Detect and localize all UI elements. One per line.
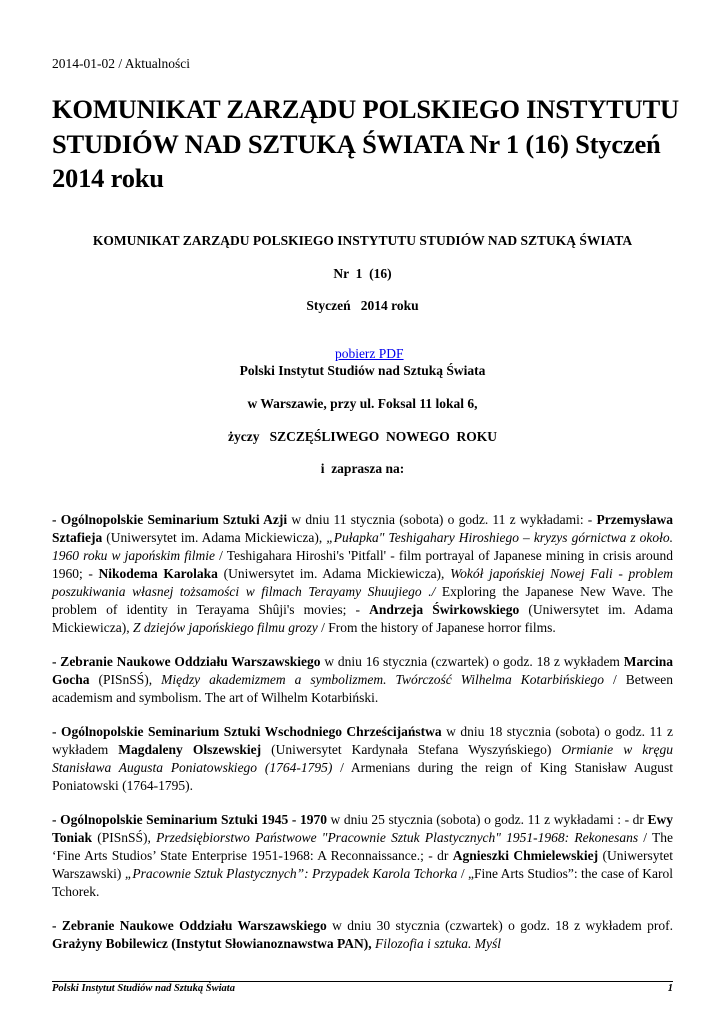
header-line-date: Styczeń 2014 roku <box>306 298 419 313</box>
affiliation: (Uniwersytet Kardynała Stefana Wyszyńskiego) <box>261 742 562 757</box>
event-title: - Zebranie Naukowe Oddziału Warszawskiego <box>52 654 321 669</box>
lecture-title: Filozofia i sztuka. Myśl <box>375 936 501 951</box>
download-pdf-link[interactable]: pobierz PDF <box>334 346 404 361</box>
lecture-translation: / Teshigahara Hiroshi's 'Pitfall' - film portrayal of Japanese mining in crisis around 1960; - <box>52 548 673 581</box>
affiliation: (Uniwersytet im. Adama Mickiewicza), <box>217 566 451 581</box>
speaker-name: Marcina Gocha <box>52 654 673 687</box>
lecture-title: Między akademizmem a symbolizmem. Twórczość Wilhelma Kotarbińskiego <box>161 672 605 687</box>
paragraph-warsaw-meeting-1 <box>52 653 673 707</box>
event-details: w dniu 16 stycznia (czwartek) o godz. 18 z wykładem <box>320 654 624 669</box>
page-title: KOMUNIKAT ZARZĄDU POLSKIEGO INSTYTUTU STUDIÓW NAD SZTUKĄ ŚWIATA Nr 1 (16) Styczeń 2014 roku <box>52 94 679 193</box>
lecture-title: „Pułapka" Teshigahary Hiroshiego – kryzys górnictwa z około. 1960 roku w japońskim filmie <box>52 530 673 563</box>
event-details: w dniu 18 stycznia (sobota) o godz. 11 z wykładem <box>52 724 673 757</box>
event-title: - Ogólnopolskie Seminarium Sztuki Wschodniego Chrześcijaństwa <box>52 724 442 739</box>
event-details: w dniu 25 stycznia (sobota) o godz. 11 z wykładami : - dr <box>326 812 648 827</box>
affiliation: (Uniwersytet im. Adama Mickiewicza), <box>52 602 673 635</box>
affiliation: (Uniwersytet im. Adama Mickiewicza), <box>102 530 327 545</box>
announcement-body <box>52 511 673 969</box>
lecture-title: Przedsiębiorstwo Państwowe "Pracownie Sztuk Plastycznych" 1951-1968: Rekonesans <box>156 830 639 845</box>
speaker-name: Ewy Toniak <box>52 812 673 845</box>
paragraph-warsaw-meeting-2 <box>52 917 673 953</box>
speaker-name: Magdaleny Olszewskiej <box>118 742 262 757</box>
speaker-name: Grażyny Bobilewicz (Instytut Słowianoznawstwa PAN), <box>52 936 372 951</box>
paragraph-seminar-1945-1970 <box>52 811 673 901</box>
header-line-address: w Warszawie, przy ul. Foksal 11 lokal 6, <box>247 396 478 411</box>
event-title: - Zebranie Naukowe Oddziału Warszawskiego <box>52 918 327 933</box>
lecture-title: Wokół japońskiej Nowej Fali - problem poszukiwania własnej tożsamości w filmach Terayamy Shuujiego ./ <box>52 566 674 599</box>
lecture-translation: / Between academism and symbolism. The art of Wilhelm Kotarbiński. <box>52 672 673 705</box>
post-meta: 2014-01-02 / Aktualności <box>52 56 190 71</box>
lecture-translation: / „Fine Arts Studios”: the case of Karol Tchorek. <box>52 866 673 899</box>
footer-divider <box>52 981 673 982</box>
lecture-translation: Exploring the Japanese New Wave. The problem of identity in Terayama Shûji's movies; - <box>52 584 673 617</box>
header-line-institute: Polski Instytut Studiów nad Sztuką Świata <box>239 363 486 378</box>
header-line-number: Nr 1 (16) <box>333 266 392 281</box>
lecture-title: Z dziejów japońskiego filmu grozy <box>132 620 318 635</box>
lecture-translation: / The ‘Fine Arts Studios’ State Enterprise 1951-1968: A Reconnaissance.; - dr <box>52 830 673 863</box>
footer-institute-name: Polski Instytut Studiów nad Sztuką Świata <box>52 983 235 994</box>
footer-page-number: 1 <box>667 983 673 994</box>
speaker-name: Przemysława Sztafieja <box>52 512 673 545</box>
event-title: - Ogólnopolskie Seminarium Sztuki 1945 - 1970 <box>52 812 327 827</box>
lecture-title: Ormianie w kręgu Stanisława Augusta Poniatowskiego (1764-1795) <box>52 742 673 775</box>
lecture-translation: / From the history of Japanese horror films. <box>317 620 556 635</box>
header-line-invites: i zaprasza na: <box>320 461 405 476</box>
paragraph-seminar-asia <box>52 511 673 637</box>
header-line-komunikat: KOMUNIKAT ZARZĄDU POLSKIEGO INSTYTUTU STUDIÓW NAD SZTUKĄ ŚWIATA <box>92 233 633 248</box>
speaker-name: Andrzeja Świrkowskiego <box>369 602 520 617</box>
affiliation: (Uniwersytet Warszawski) <box>52 848 673 881</box>
event-details: w dniu 30 stycznia (czwartek) o godz. 18 z wykładem prof. <box>326 918 673 933</box>
event-details: w dniu 11 stycznia (sobota) o godz. 11 z wykładami: - <box>287 512 597 527</box>
speaker-name: Agnieszki Chmielewskiej <box>452 848 599 863</box>
event-title: - Ogólnopolskie Seminarium Sztuki Azji <box>52 512 288 527</box>
header-line-wishes: życzy SZCZĘŚLIWEGO NOWEGO ROKU <box>228 429 497 444</box>
lecture-title: „Pracownie Sztuk Plastycznych”: Przypadek Karola Tchorka <box>124 866 458 881</box>
paragraph-seminar-eastern-christianity <box>52 723 673 795</box>
speaker-name: Nikodema Karolaka <box>98 566 218 581</box>
lecture-translation: / Armenians during the reign of King Stanisław August Poniatowski (1764-1795). <box>52 760 674 793</box>
affiliation: (PISnSŚ), <box>92 830 157 845</box>
affiliation: (PISnSŚ), <box>89 672 162 687</box>
